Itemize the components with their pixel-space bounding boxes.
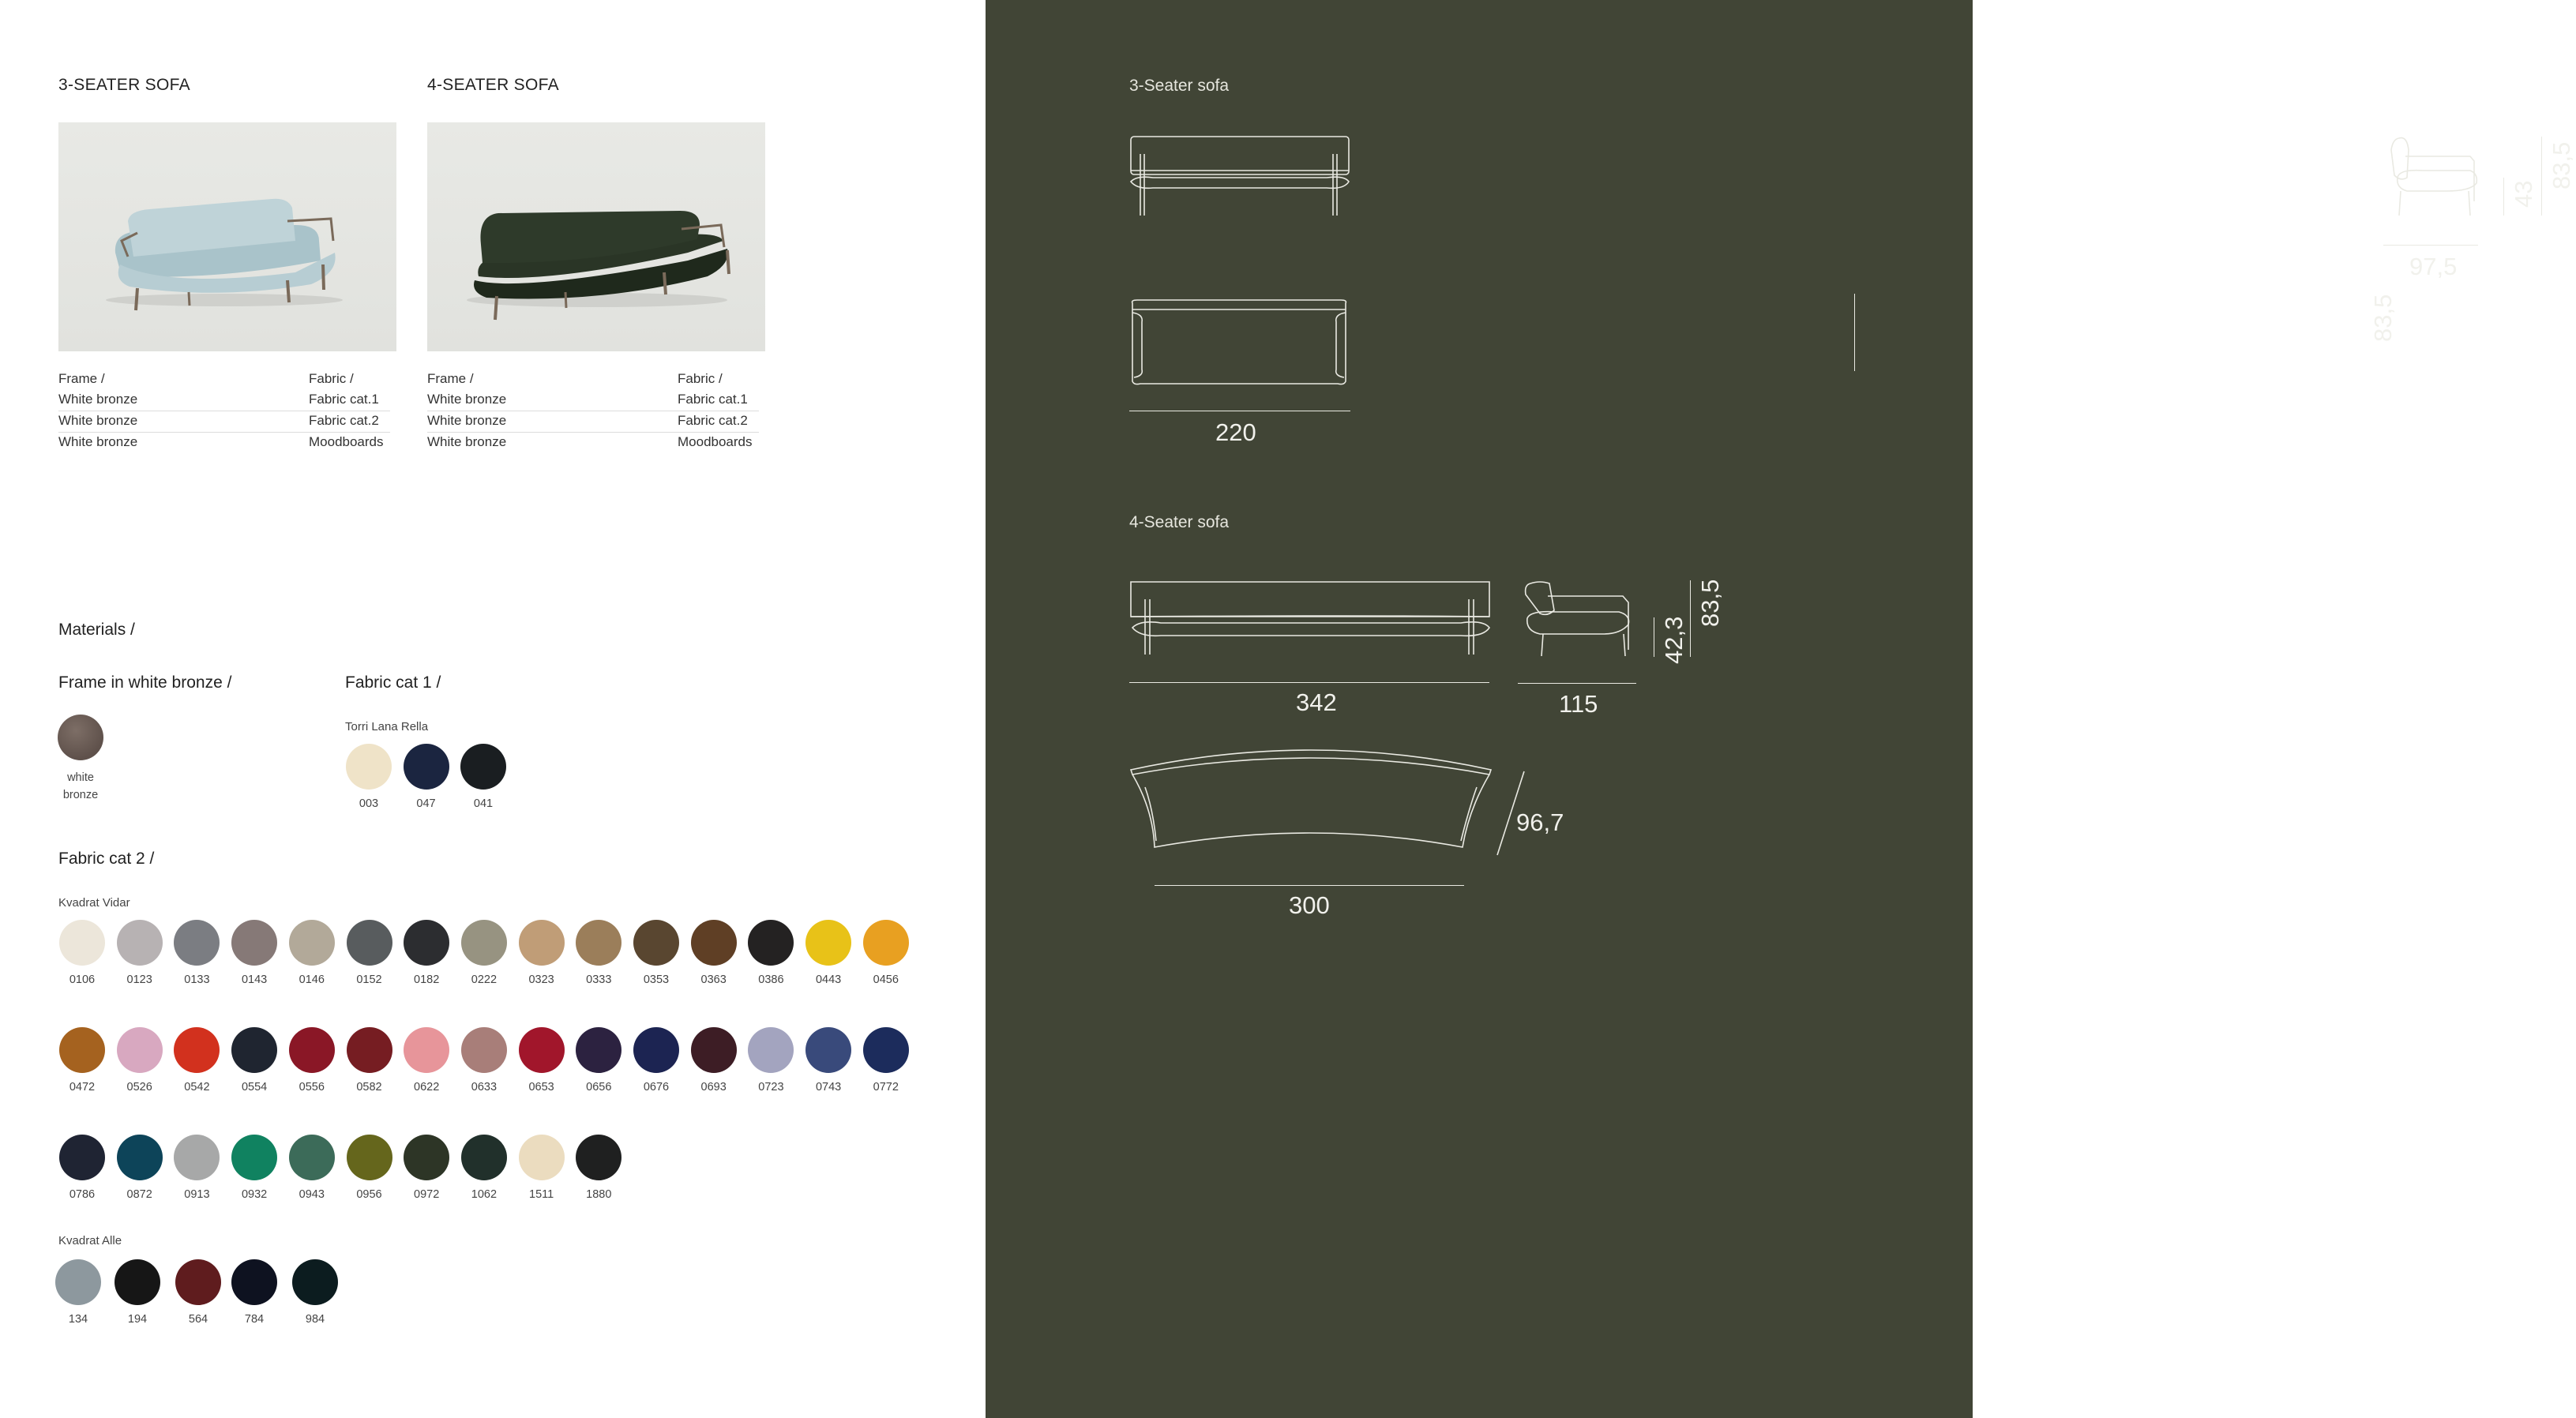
swatch-code: 1062 (471, 1188, 498, 1201)
swatch-code: 1511 (529, 1188, 554, 1201)
fabric-swatch[interactable] (863, 1027, 909, 1073)
swatch-code: 0222 (471, 973, 498, 986)
fabric-swatch[interactable] (59, 1135, 105, 1180)
fabric-swatch[interactable] (59, 920, 105, 966)
fabric-swatch[interactable] (115, 1259, 160, 1305)
fabric-swatch[interactable] (347, 1027, 392, 1073)
fabric-swatch[interactable] (460, 744, 506, 790)
dim-83-5: 83,5 (2548, 141, 2575, 189)
swatch-code: 0582 (356, 1081, 382, 1094)
drawing-4-seater-front (1129, 579, 1493, 658)
swatch-code: 0386 (758, 973, 784, 986)
swatch-code: 0146 (299, 973, 325, 986)
frame-header: Frame / (427, 371, 474, 386)
dim-342: 342 (1296, 688, 1337, 716)
dim-115: 115 (1559, 690, 1598, 718)
swatch-code: 0542 (184, 1081, 210, 1094)
swatch-code: 0653 (528, 1081, 554, 1094)
swatch-label: white bronze (62, 771, 99, 801)
drawing-3-seater-side (2383, 134, 2486, 221)
drawing-3-seater-top (1129, 298, 1358, 393)
swatch-code: 041 (473, 797, 494, 810)
fabric-swatch[interactable] (231, 1259, 277, 1305)
dim-line (1690, 580, 1691, 657)
right-page (986, 0, 2575, 1418)
swatch-code: 0526 (126, 1081, 152, 1094)
swatch-code: 0353 (643, 973, 670, 986)
swatch-code: 0913 (184, 1188, 210, 1201)
swatch-code: 0143 (241, 973, 268, 986)
fabric-swatch[interactable] (231, 920, 277, 966)
swatch-code: 0622 (414, 1081, 440, 1094)
swatch-code: 1880 (586, 1188, 612, 1201)
swatch-code: 134 (68, 1313, 88, 1326)
swatch-code: 0932 (241, 1188, 268, 1201)
dim-96-7: 96,7 (1516, 808, 1564, 836)
fabric-swatch[interactable] (292, 1259, 338, 1305)
fabric-swatch[interactable] (117, 1135, 163, 1180)
fabric-header: Fabric / (678, 371, 723, 386)
frame-header: Frame / (58, 371, 105, 386)
frame-value: White bronze (427, 434, 507, 449)
swatch-code: 0323 (528, 973, 554, 986)
fabric-value: Moodboards (309, 434, 384, 449)
fabric-swatch[interactable] (289, 1027, 335, 1073)
left-page (0, 0, 986, 1418)
fabric-swatch[interactable] (174, 1027, 220, 1073)
fabric-swatch[interactable] (863, 920, 909, 966)
swatch-code: 0772 (873, 1081, 899, 1094)
swatch-code: 003 (359, 797, 379, 810)
fabric-value: Moodboards (678, 434, 753, 449)
section-title-4-seater: 4-Seater sofa (1129, 513, 1230, 531)
fabric-swatch[interactable] (404, 1135, 449, 1180)
fabric-swatch[interactable] (117, 1027, 163, 1073)
fabric-swatch[interactable] (461, 1027, 507, 1073)
fabric-swatch[interactable] (59, 1027, 105, 1073)
fabric-swatch[interactable] (461, 1135, 507, 1180)
frame-value: White bronze (58, 434, 138, 449)
swatch-code: 0152 (356, 973, 382, 986)
swatch-code: 0106 (69, 973, 96, 986)
fabric-value: Fabric cat.2 (309, 413, 379, 428)
fabric-header: Fabric / (309, 371, 354, 386)
fabric-swatch[interactable] (404, 744, 449, 790)
swatch-code: 0786 (69, 1188, 96, 1201)
swatch-code: 0443 (815, 973, 842, 986)
swatch-code: 0456 (873, 973, 899, 986)
fabric-swatch[interactable] (805, 1027, 851, 1073)
swatch-code: 0676 (643, 1081, 670, 1094)
dim-43: 43 (2510, 180, 2537, 208)
fabric-cat1-title: Fabric cat 1 / (345, 673, 441, 692)
dim-83-5: 83,5 (2369, 294, 2397, 342)
swatch-code: 0656 (586, 1081, 612, 1094)
fabric-value: Fabric cat.2 (678, 413, 748, 428)
fabric-swatch[interactable] (289, 1135, 335, 1180)
frame-value: White bronze (58, 413, 138, 428)
product-title: 3-SEATER SOFA (58, 76, 190, 94)
fabric-swatch[interactable] (519, 1135, 565, 1180)
dim-42-3: 42,3 (1660, 616, 1688, 664)
dim-line (2503, 178, 2504, 216)
frame-value: White bronze (427, 413, 507, 428)
swatch-code: 564 (188, 1313, 208, 1326)
dim-83-5: 83,5 (1696, 579, 1724, 627)
fabric-swatch[interactable] (519, 920, 565, 966)
fabric-swatch[interactable] (346, 744, 392, 790)
collection-name: Kvadrat Alle (58, 1234, 122, 1247)
dim-line (2383, 245, 2478, 246)
fabric-swatch[interactable] (576, 1135, 621, 1180)
swatch-white-bronze[interactable] (58, 715, 103, 760)
fabric-swatch[interactable] (289, 920, 335, 966)
frame-value: White bronze (58, 392, 138, 407)
fabric-swatch[interactable] (461, 920, 507, 966)
fabric-swatch[interactable] (748, 1027, 794, 1073)
drawing-4-seater-top (1129, 746, 1493, 865)
fabric-swatch[interactable] (748, 920, 794, 966)
fabric-swatch[interactable] (174, 920, 220, 966)
swatch-code: 0556 (299, 1081, 325, 1094)
fabric-swatch[interactable] (805, 920, 851, 966)
collection-name: Kvadrat Vidar (58, 896, 130, 910)
frame-value: White bronze (427, 392, 507, 407)
dim-97-5: 97,5 (2409, 253, 2458, 280)
swatch-code: 0363 (700, 973, 727, 986)
collection-name: Torri Lana Rella (345, 720, 429, 733)
swatch-code: 0693 (700, 1081, 727, 1094)
fabric-swatch[interactable] (519, 1027, 565, 1073)
dim-line (2541, 137, 2542, 216)
swatch-code: 0743 (815, 1081, 842, 1094)
swatch-code: 0123 (126, 973, 152, 986)
fabric-swatch[interactable] (691, 1027, 737, 1073)
drawing-4-seater-side (1516, 579, 1643, 658)
swatch-code: 0182 (414, 973, 440, 986)
dim-line (1518, 683, 1636, 684)
dim-line (1155, 885, 1464, 886)
product-title: 4-SEATER SOFA (427, 76, 559, 94)
materials-title: Materials / (58, 621, 135, 639)
dim-line (1129, 682, 1489, 683)
dim-300: 300 (1289, 891, 1330, 919)
swatch-code: 0472 (69, 1081, 96, 1094)
swatch-code: 0943 (299, 1188, 325, 1201)
fabric-swatch[interactable] (231, 1027, 277, 1073)
fabric-swatch[interactable] (404, 1027, 449, 1073)
section-title-3-seater: 3-Seater sofa (1129, 77, 1230, 95)
dim-220: 220 (1215, 418, 1256, 446)
fabric-swatch[interactable] (633, 920, 679, 966)
swatch-code: 194 (127, 1313, 148, 1326)
sofa-photo-4-seater (427, 122, 765, 351)
fabric-swatch[interactable] (231, 1135, 277, 1180)
fabric-swatch[interactable] (691, 920, 737, 966)
fabric-swatch[interactable] (174, 1135, 220, 1180)
swatch-code: 784 (244, 1313, 265, 1326)
swatch-code: 0133 (184, 973, 210, 986)
swatch-code: 0333 (586, 973, 612, 986)
dim-line (1854, 294, 1855, 371)
swatch-code: 984 (305, 1313, 325, 1326)
sofa-photo-3-seater (58, 122, 396, 351)
fabric-value: Fabric cat.1 (678, 392, 748, 407)
fabric-swatch[interactable] (347, 1135, 392, 1180)
fabric-swatch[interactable] (347, 920, 392, 966)
fabric-swatch[interactable] (404, 920, 449, 966)
fabric-swatch[interactable] (55, 1259, 101, 1305)
frame-section-title: Frame in white bronze / (58, 673, 232, 692)
fabric-swatch[interactable] (576, 920, 621, 966)
drawing-3-seater-front (1129, 134, 1366, 221)
swatch-code: 0956 (356, 1188, 382, 1201)
swatch-code: 0972 (414, 1188, 440, 1201)
swatch-code: 0872 (126, 1188, 152, 1201)
fabric-swatch[interactable] (117, 920, 163, 966)
swatch-code: 0723 (758, 1081, 784, 1094)
fabric-value: Fabric cat.1 (309, 392, 379, 407)
fabric-swatch[interactable] (576, 1027, 621, 1073)
swatch-code: 047 (416, 797, 436, 810)
swatch-code: 0633 (471, 1081, 498, 1094)
fabric-cat2-title: Fabric cat 2 / (58, 850, 155, 868)
fabric-swatch[interactable] (633, 1027, 679, 1073)
swatch-code: 0554 (241, 1081, 268, 1094)
fabric-swatch[interactable] (175, 1259, 221, 1305)
